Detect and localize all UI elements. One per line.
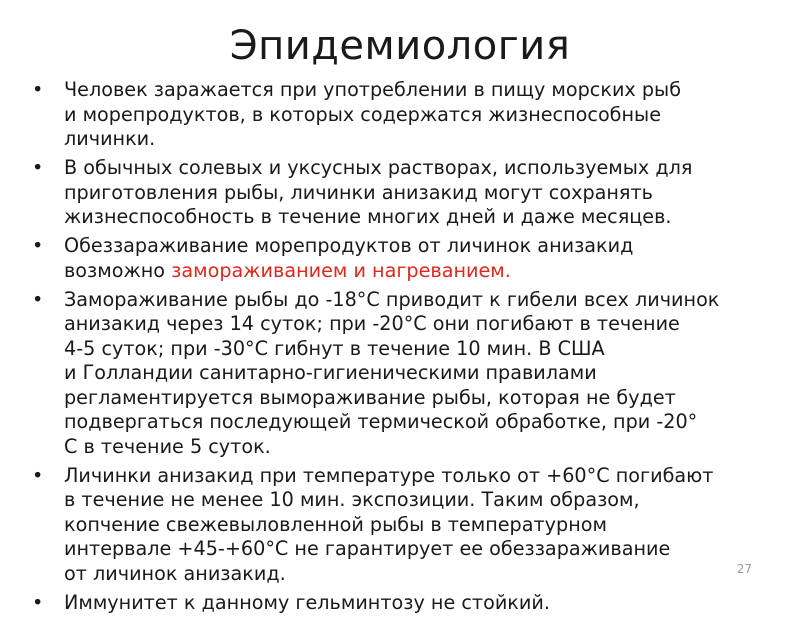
bullet-text: Человек заражается при употреблении в пищу морских рыб и морепродуктов, в которых содержатся жизнеспособные личинки. [64, 78, 682, 150]
bullet-marker: • [32, 156, 44, 179]
bullet-text: Обеззараживание морепродуктов от личинок анизакид возможно [64, 234, 634, 282]
slide-title: Эпидемиология [229, 23, 571, 69]
bullet-text: Личинки анизакид при температуре только от +60°С погибают в течение не менее 10 мин. экспозиции. Таким образом, копчение свежевыловленной рыбы в температурном интервале +45-+60°С не гарантирует ее обеззараживание от личинок анизакид. [64, 463, 714, 585]
bullet-marker: • [32, 78, 44, 101]
bullet-text: Иммунитет к данному гельминтозу не стойкий. [64, 590, 550, 614]
bullet-item [32, 591, 792, 616]
page-number: 27 [736, 562, 752, 576]
bullet-marker: • [32, 234, 44, 257]
bullet-text: В обычных солевых и уксусных растворах, используемых для приготовления рыбы, личинки анизакид могут сохранять жизнеспособность в течение многих дней и даже месяцев. [64, 156, 693, 228]
bullet-marker: • [32, 463, 44, 487]
bullet-item [32, 288, 792, 460]
bullet-text: Замораживание рыбы до -18°С приводит к гибели всех личинок анизакид через 14 суток; при -20°С они погибают в течение 4-5 суток; при -30°С гибнут в течение 10 мин. В США и Голландии санитарно-гигиеническими правилами регламентируется вымораживание рыбы, которая не будет подвергаться последующей термической обработке, при -20° С в течение 5 суток. [64, 287, 720, 458]
bullet-list [32, 78, 792, 620]
bullet-item [32, 78, 792, 152]
bullet-marker: • [32, 590, 44, 614]
bullet-item [32, 234, 792, 283]
bullet-item [32, 156, 792, 230]
bullet-item [32, 464, 792, 587]
highlighted-text: замораживанием и нагреванием. [171, 258, 511, 282]
bullet-marker: • [32, 287, 44, 311]
